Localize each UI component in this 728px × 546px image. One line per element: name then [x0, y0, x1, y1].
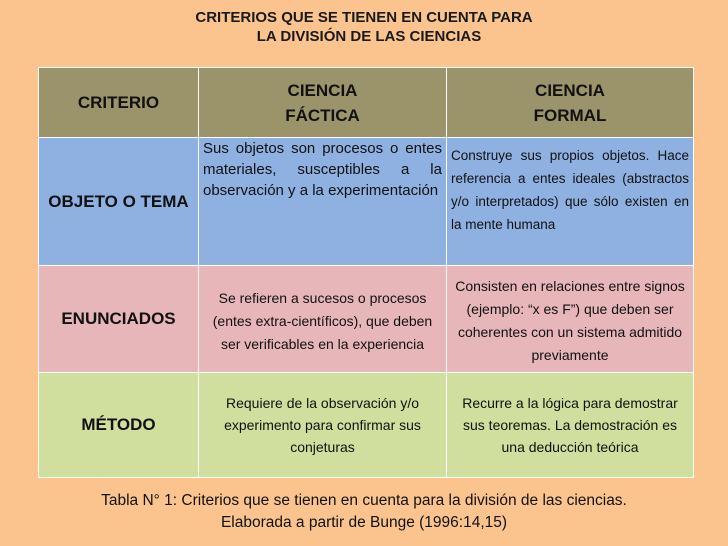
caption-line-1: Tabla N° 1: Criterios que se tienen en cuenta para la división de las ciencias.	[101, 492, 627, 509]
title-line-1: CRITERIOS QUE SE TIENEN EN CUENTA PARA	[195, 9, 533, 26]
criteria-table	[38, 67, 694, 478]
table-row-enunciados	[39, 266, 694, 373]
row-label-objeto: OBJETO O TEMA	[39, 138, 199, 266]
header-ciencia-factica	[199, 68, 447, 138]
cell-objeto-factica: Sus objetos son procesos o entes materiales, susceptibles a la observación y a la experimentación	[199, 138, 447, 266]
cell-objeto-formal: Construye sus propios objetos. Hace referencia a entes ideales (abstractos y/o interpretados) que sólo existen en la mente humana	[447, 138, 694, 266]
header-ciencia-formal	[447, 68, 694, 138]
table-header-row	[39, 68, 694, 138]
cell-enunciados-factica: Se refieren a sucesos o procesos (entes extra-científicos), que deben ser verificables en la experiencia	[199, 266, 447, 373]
header-factica-line-2: FÁCTICA	[285, 105, 360, 125]
cell-enunciados-formal: Consisten en relaciones entre signos (ejemplo: “x es F”) que deben ser coherentes con un sistema admitido previamente	[447, 266, 694, 373]
header-factica-line-1: CIENCIA	[287, 80, 358, 100]
page-title	[0, 8, 728, 46]
header-formal-line-1: CIENCIA	[535, 80, 605, 100]
title-line-2: LA DIVISIÓN DE LAS CIENCIAS	[256, 28, 482, 45]
table-caption	[0, 490, 728, 534]
header-formal-line-2: FORMAL	[533, 105, 607, 125]
cell-metodo-formal: Recurre a la lógica para demostrar sus teoremas. La demostración es una deducción teórica	[447, 373, 694, 478]
row-label-metodo: MÉTODO	[39, 373, 199, 478]
row-label-enunciados: ENUNCIADOS	[39, 266, 199, 373]
table-row-objeto	[39, 138, 694, 266]
cell-metodo-factica: Requiere de la observación y/o experimento para confirmar sus conjeturas	[199, 373, 447, 478]
caption-line-2: Elaborada a partir de Bunge (1996:14,15)	[220, 514, 508, 531]
table-row-metodo	[39, 373, 694, 478]
header-criterio: CRITERIO	[39, 68, 199, 138]
